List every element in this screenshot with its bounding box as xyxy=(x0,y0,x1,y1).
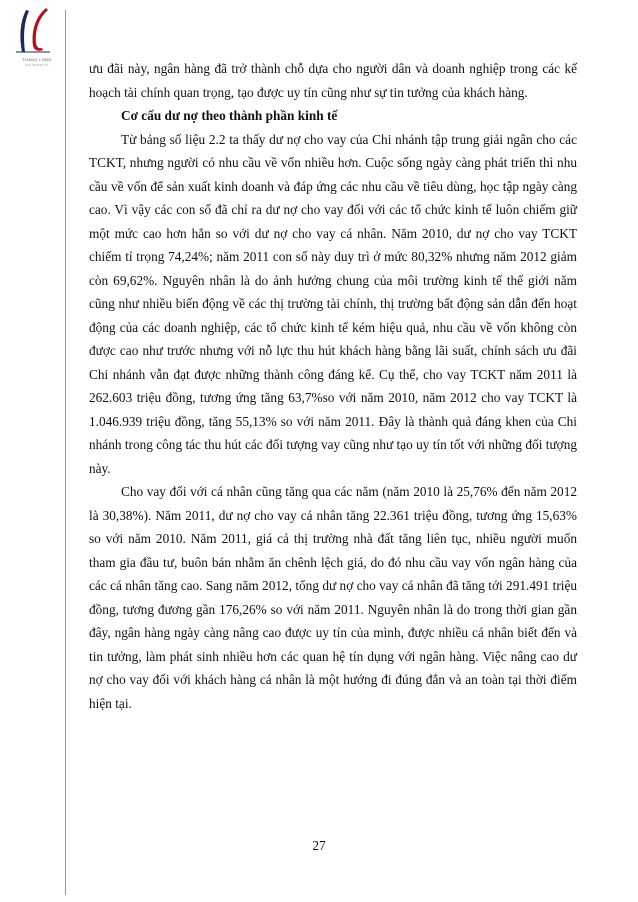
logo-subtext: UNIVERSITY xyxy=(24,63,49,67)
paragraph-continuation: ưu đãi này, ngân hàng đã trở thành chỗ dựa cho người dân và doanh nghiệp trong các kế hoạch tài chính quan trọng, tạo được uy tín cũng như sự tin tưởng của khách hàng. xyxy=(89,61,577,100)
paragraph-organizations: Từ bảng số liệu 2.2 ta thấy dư nợ cho vay của Chi nhánh tập trung giải ngân cho các TCKT, nhưng người có nhu cầu về vốn nhiều hơn. Cuộc sống ngày càng phát triển thì nhu cầu về vốn để sản xuất kinh doanh và đáp ứng các nhu cầu về tiêu dùng, học tập ngày càng cao. Vì vậy các con số đã chỉ ra dư nợ cho vay đối với các tổ chức kinh tế luôn chiếm giữ một mức cao hơn hẳn so với dư nợ cho vay cá nhân. Năm 2010, dư nợ cho vay TCKT chiếm tỉ trọng 74,24%; năm 2011 con số này duy trì ở mức 80,32% nhưng năm 2012 giảm còn 69,62%. Nguyên nhân là do ảnh hưởng chung của môi trường kinh tế thế giới năm cũng như nhiều biến động về các thị trường tài chính, thị trường bất động sản dẫn đến hoạt động của các doanh nghiệp, các tổ chức kinh tế kém hiệu quả, nhu cầu về vốn không còn được cao như trước nhưng với nỗ lực thu hút khách hàng bằng lãi suất, chính sách ưu đãi Chi nhánh vẫn đạt được những thành công đáng kể. Cụ thể, cho vay TCKT năm 2011 là 262.603 triệu đồng, tương ứng tăng 63,7%so với năm 2010, năm 2012 cho vay TCKT là 1.046.939 triệu đồng, tăng 55,13% so với năm 2011. Đây là thành quả đáng khen của Chi nhánh trong công tác thu hút các đối tượng vay cũng như tạo uy tín tốt với những đối tượng này. xyxy=(89,131,577,476)
document-body xyxy=(89,57,577,715)
margin-rule xyxy=(65,10,66,895)
logo-mark-icon xyxy=(6,6,62,56)
paragraph-individuals: Cho vay đối với cá nhân cũng tăng qua các năm (năm 2010 là 25,76% đến năm 2012 là 30,38%). Năm 2011, dư nợ cho vay cá nhân tăng 22.361 triệu đồng, tương ứng 15,63% so với năm 2010. Năm 2011, giá cả thị trường nhà đất tăng liên tục, nhiều người muốn tham gia đầu tư, buôn bán nhằm ăn chênh lệch giá, do đó nhu cầu vay vốn ngân hàng của các cá nhân tăng cao. Sang năm 2012, tổng dư nợ cho vay cá nhân đã tăng tới 291.491 triệu đồng, tương đương gần 176,26% so với năm 2011. Nguyên nhân là do trong thời gian gần đây, ngân hàng ngày càng nâng cao được uy tín của mình, được nhiều cá nhân biết đến và tin tưởng, làm phát sinh nhiều hơn các quan hệ tín dụng với ngân hàng. Việc nâng cao dư nợ cho vay đối với khách hàng cá nhân là một hướng đi đúng đắn và an toàn tại thời điểm hiện tại. xyxy=(89,484,577,711)
university-logo xyxy=(6,6,62,67)
section-heading: Cơ cấu dư nợ theo thành phần kinh tế xyxy=(121,108,338,123)
page-number: 27 xyxy=(312,838,326,853)
logo-text: THANG LONG xyxy=(22,57,52,62)
